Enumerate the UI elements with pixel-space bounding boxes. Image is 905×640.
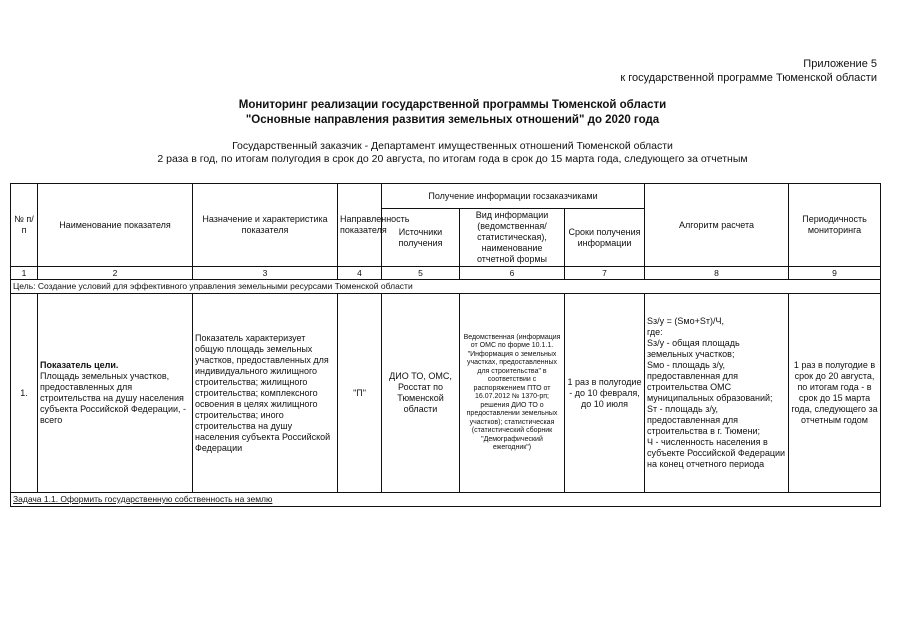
info-deadlines: 1 раз в полугодие - до 10 февраля, до 10 июля	[565, 294, 645, 493]
indicator-name-cell	[38, 294, 193, 493]
appendix-note	[620, 57, 877, 85]
header-row-1	[11, 184, 881, 209]
column-number: 5	[382, 267, 460, 280]
column-number: 7	[565, 267, 645, 280]
column-number-row	[11, 267, 881, 280]
monitoring-periodicity: 1 раз в полугодие в срок до 20 августа, по итогам года - в срок до 15 марта года, следующего за отчетным годом	[789, 294, 881, 493]
col-header-info-type: Вид информации (ведомственная/статистическая), наименование отчетной формы	[460, 209, 565, 267]
col-header-sources: Источники получения	[382, 209, 460, 267]
appendix-line-1: Приложение 5	[803, 58, 877, 70]
appendix-line-2: к государственной программе Тюменской области	[620, 72, 877, 84]
algorithm-line: Ч - численность населения в субъекте Российской Федерации на конец отчетного периода	[647, 437, 786, 469]
algorithm-line: Sз/у - общая площадь земельных участков;	[647, 338, 740, 359]
column-number: 9	[789, 267, 881, 280]
indicator-name-text: Площадь земельных участков, предоставленных для строительства на душу населения субъекта Российской Федерации, - всего	[40, 371, 187, 425]
column-number: 2	[38, 267, 193, 280]
col-header-algorithm: Алгоритм расчета	[645, 184, 789, 267]
monitoring-table	[10, 183, 881, 507]
goal-text: Цель: Создание условий для эффективного управления земельными ресурсами Тюменской области	[11, 280, 881, 294]
document-title	[0, 98, 905, 128]
calculation-algorithm	[645, 294, 789, 493]
col-header-periodicity: Периодичность мониторинга	[789, 184, 881, 267]
indicator-name-heading: Показатель цели.	[40, 360, 119, 370]
indicator-purpose: Показатель характеризует общую площадь земельных участков, предоставленных для индивидуального жилищного строительства; жилищного строительства; комплексного освоения в целях жилищного строительства; иного строительства на душу населения субъекта Российской Федерации	[193, 294, 338, 493]
info-sources: ДИО ТО, ОМС, Росстат по Тюменской области	[382, 294, 460, 493]
col-header-direction: Направленность показателя	[338, 184, 382, 267]
column-number: 1	[11, 267, 38, 280]
goal-row	[11, 280, 881, 294]
col-header-num: № п/п	[11, 184, 38, 267]
customer-line: Государственный заказчик - Департамент имущественных отношений Тюменской области	[232, 140, 673, 152]
algorithm-line: Sз/у = (Sмо+Sт)/Ч,	[647, 316, 724, 326]
title-line-2: "Основные направления развития земельных отношений" до 2020 года	[245, 114, 660, 126]
col-header-name: Наименование показателя	[38, 184, 193, 267]
col-header-deadlines: Сроки получения информации	[565, 209, 645, 267]
info-type: Ведомственная (информация от ОМС по форме 10.1.1. "Информация о земельных участках, предоставленных для строительства" в соответствии с распоряжением ПТО от 16.07.2012 № 1370-рп; решения ДИО ТО о предоставлении земельных участков); статистическая (статистический сборник "Демографический ежегодник")	[460, 294, 565, 493]
title-line-1: Мониторинг реализации государственной программы Тюменской области	[238, 99, 667, 111]
indicator-direction: "П"	[338, 294, 382, 493]
table-row	[11, 294, 881, 493]
task-text: Задача 1.1. Оформить государственную собственность на землю	[11, 493, 881, 507]
column-number: 4	[338, 267, 382, 280]
row-num: 1.	[11, 294, 38, 493]
task-row	[11, 493, 881, 507]
column-number: 8	[645, 267, 789, 280]
col-header-group: Получение информации госзаказчиками	[382, 184, 645, 209]
schedule-line: 2 раза в год, по итогам полугодия в срок до 20 августа, по итогам года в срок до 15 марта года, следующего за отчетным	[157, 153, 748, 165]
algorithm-line: Sмо - площадь з/у, предоставленная для строительства ОМС муниципальных образований;	[647, 360, 773, 403]
column-number: 6	[460, 267, 565, 280]
algorithm-line: Sт - площадь з/у, предоставленная для строительства в г. Тюмени;	[647, 404, 761, 436]
column-number: 3	[193, 267, 338, 280]
algorithm-line: где:	[647, 327, 663, 337]
col-header-purpose: Назначение и характеристика показателя	[193, 184, 338, 267]
document-subtitle	[0, 140, 905, 166]
